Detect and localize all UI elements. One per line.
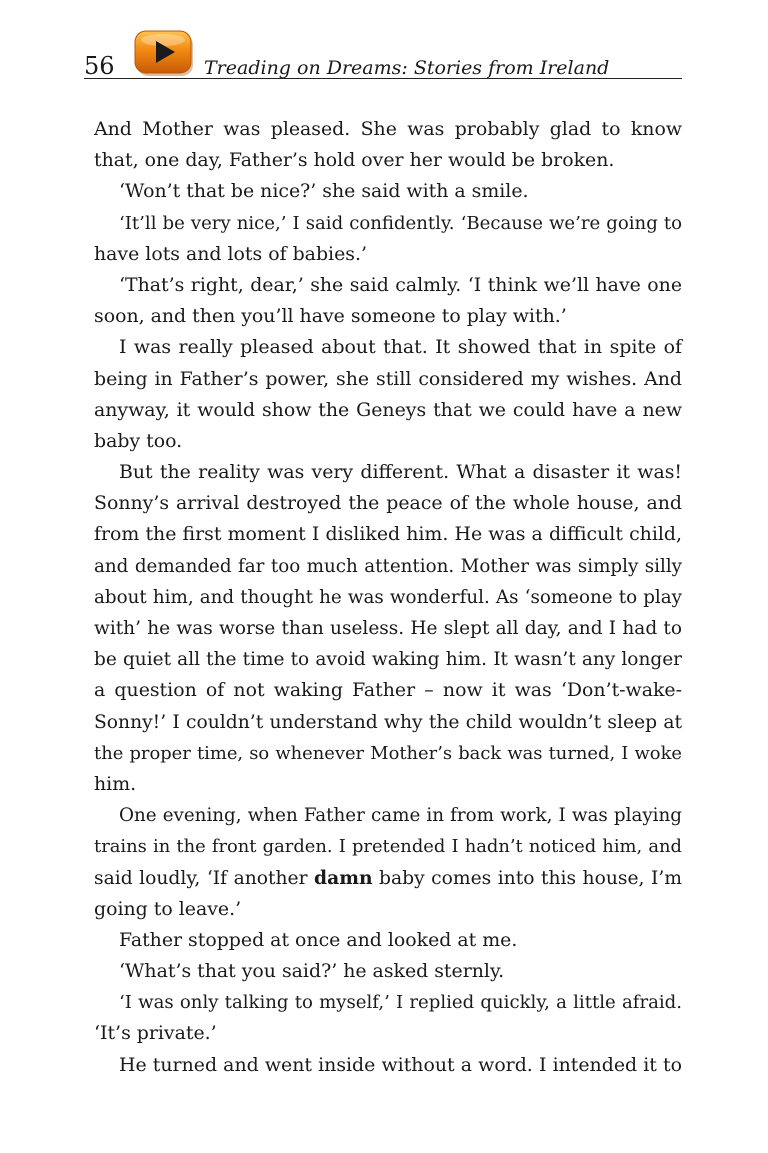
text-line: being in Father’s power, she still considered my wishes. And (94, 367, 682, 390)
text-line: him. (94, 772, 137, 795)
text-line: Sonny’s arrival destroyed the peace of the whole house, and (94, 492, 682, 515)
text-line: I was really pleased about that. It showed that in spite of (119, 336, 682, 359)
page-header (84, 30, 682, 80)
text-line: have lots and lots of babies.’ (94, 242, 367, 265)
text-line: a question of not waking Father – now it was ‘Don’t-wake- (94, 679, 682, 702)
running-title: Treading on Dreams: Stories from Ireland (204, 57, 610, 79)
text-line: and demanded far too much attention. Mother was simply silly (94, 555, 682, 577)
text-line: But the reality was very different. What a disaster it was! (119, 461, 682, 484)
text-line: baby too. (94, 429, 183, 452)
text-line: Father stopped at once and looked at me. (119, 928, 518, 951)
text-line: going to leave.’ (94, 897, 242, 920)
header-rule (84, 78, 682, 79)
text-line: the proper time, so whenever Mother’s back was turned, I woke (94, 742, 682, 764)
text-line: And Mother was pleased. She was probably glad to know (94, 118, 682, 140)
bold-word: damn (314, 866, 373, 889)
text-segment: baby comes into this house, I’m (372, 867, 682, 889)
text-line: One evening, when Father came in from work, I was playing (119, 805, 682, 827)
text-line: He turned and went inside without a word. I intended it to (119, 1053, 682, 1076)
text-line: ‘It’s private.’ (94, 1022, 217, 1045)
text-line: soon, and then you’ll have someone to play with.’ (94, 305, 567, 328)
text-segment: said loudly, ‘If another (94, 867, 315, 889)
text-line: ‘It’ll be very nice,’ I said confidently. ‘Because we’re going to (119, 212, 682, 234)
text-line: ‘I was only talking to myself,’ I replied quickly, a little afraid. (119, 992, 682, 1014)
text-line: ‘What’s that you said?’ he asked sternly. (119, 960, 505, 983)
text-line: anyway, it would show the Geneys that we could have a new (94, 398, 682, 421)
body-text (94, 114, 682, 1081)
text-line: ‘Won’t that be nice?’ she said with a smile. (119, 180, 529, 203)
text-line: about him, and thought he was wonderful. As ‘someone to play (94, 586, 682, 608)
text-line (94, 863, 682, 894)
text-line: Sonny!’ I couldn’t understand why the child wouldn’t sleep at (94, 711, 682, 733)
text-line: trains in the front garden. I pretended I hadn’t noticed him, and (94, 836, 682, 858)
text-line: that, one day, Father’s hold over her would be broken. (94, 149, 615, 172)
text-line: from the first moment I disliked him. He was a difficult child, (94, 523, 682, 546)
text-line: be quiet all the time to avoid waking him. It wasn’t any longer (94, 649, 682, 671)
page-number: 56 (84, 52, 115, 80)
text-line: with’ he was worse than useless. He slept all day, and I had to (94, 618, 682, 639)
text-line: ‘That’s right, dear,’ she said calmly. ‘I think we’ll have one (119, 273, 682, 296)
play-button[interactable] (134, 30, 195, 78)
